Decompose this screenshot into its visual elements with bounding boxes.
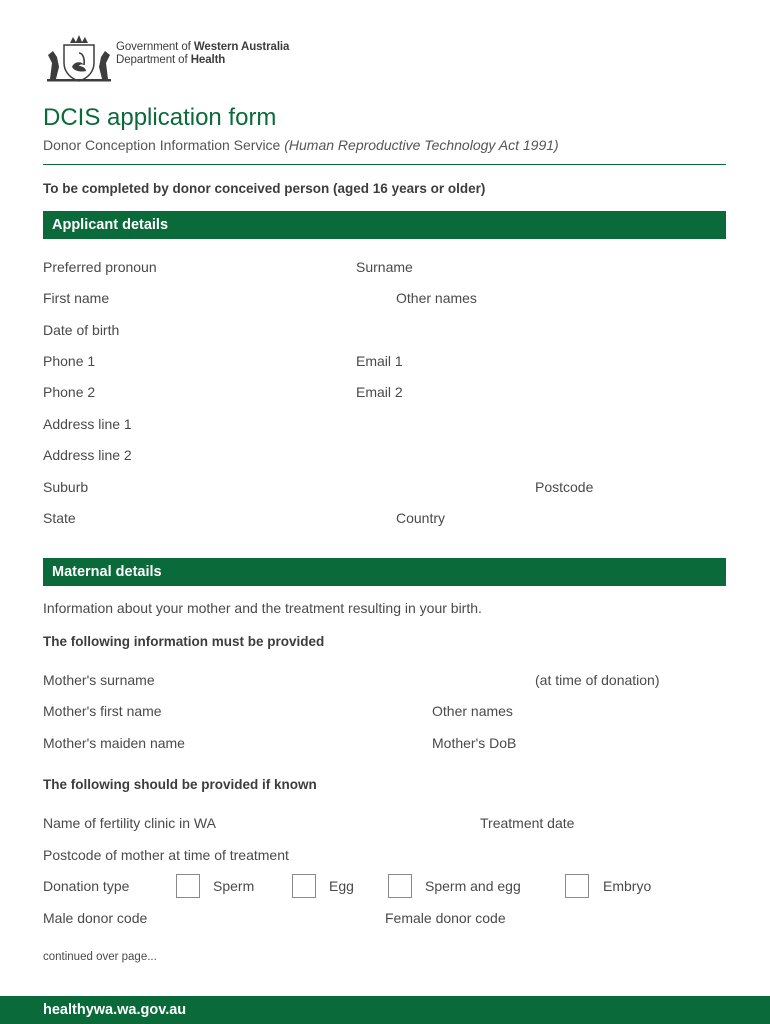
address-line2-field[interactable]: Address line 2 bbox=[43, 447, 132, 463]
sperm-and-egg-checkbox[interactable] bbox=[388, 874, 412, 898]
email1-field[interactable]: Email 1 bbox=[356, 353, 403, 369]
subtitle-italic: (Human Reproductive Technology Act 1991) bbox=[284, 137, 559, 153]
female-donor-code-field[interactable]: Female donor code bbox=[385, 910, 506, 926]
applicant-heading: Applicant details bbox=[52, 217, 169, 233]
gov-bold: Western Australia bbox=[193, 41, 290, 53]
date-of-birth-field[interactable]: Date of birth bbox=[43, 322, 120, 338]
mother-surname-field[interactable]: Mother's surname bbox=[43, 672, 155, 688]
email2-field[interactable]: Email 2 bbox=[356, 384, 403, 400]
phone1-field[interactable]: Phone 1 bbox=[43, 353, 96, 369]
at-time-of-donation-note: (at time of donation) bbox=[535, 672, 660, 688]
suburb-field[interactable]: Suburb bbox=[43, 479, 89, 495]
maternal-section-header bbox=[43, 558, 726, 586]
donation-type-label: Donation type bbox=[43, 878, 130, 894]
state-field[interactable]: State bbox=[43, 510, 76, 526]
first-name-field[interactable]: First name bbox=[43, 290, 110, 306]
mother-first-name-field[interactable]: Mother's first name bbox=[43, 703, 162, 719]
fertility-clinic-field[interactable]: Name of fertility clinic in WA bbox=[43, 815, 216, 831]
male-donor-code-field[interactable]: Male donor code bbox=[43, 910, 148, 926]
country-field[interactable]: Country bbox=[396, 510, 446, 526]
egg-option-label: Egg bbox=[329, 878, 354, 894]
gov-prefix: Government of bbox=[116, 41, 191, 53]
embryo-checkbox[interactable] bbox=[565, 874, 589, 898]
egg-checkbox[interactable] bbox=[292, 874, 316, 898]
preferred-pronoun-field[interactable]: Preferred pronoun bbox=[43, 259, 157, 275]
footer-bar bbox=[0, 996, 770, 1024]
surname-field[interactable]: Surname bbox=[356, 259, 413, 275]
sperm-checkbox[interactable] bbox=[176, 874, 200, 898]
mother-other-names-field[interactable]: Other names bbox=[432, 703, 513, 719]
mother-dob-field[interactable]: Mother's DoB bbox=[432, 735, 517, 751]
maternal-intro: Information about your mother and the treatment resulting in your birth. bbox=[43, 600, 482, 616]
wa-government-crest-logo bbox=[44, 33, 114, 83]
if-known-heading: The following should be provided if known bbox=[43, 777, 317, 792]
phone2-field[interactable]: Phone 2 bbox=[43, 384, 96, 400]
dept-bold: Health bbox=[190, 54, 226, 66]
continued-note: continued over page... bbox=[43, 951, 157, 963]
postcode-field[interactable]: Postcode bbox=[535, 479, 594, 495]
mother-postcode-field[interactable]: Postcode of mother at time of treatment bbox=[43, 847, 289, 863]
footer-url-link[interactable]: healthywa.wa.gov.au bbox=[43, 1002, 187, 1018]
sperm-option-label: Sperm bbox=[213, 878, 255, 894]
subtitle bbox=[43, 137, 559, 153]
department-line bbox=[116, 54, 225, 66]
government-line bbox=[116, 41, 289, 53]
must-provide-heading: The following information must be provided bbox=[43, 634, 325, 649]
completion-note: To be completed by donor conceived person (aged 16 years or older) bbox=[43, 181, 486, 196]
dept-prefix: Department of bbox=[116, 54, 188, 66]
page-title: DCIS application form bbox=[43, 104, 277, 131]
title-divider bbox=[43, 164, 726, 165]
address-line1-field[interactable]: Address line 1 bbox=[43, 416, 132, 432]
other-names-field[interactable]: Other names bbox=[396, 290, 477, 306]
treatment-date-field[interactable]: Treatment date bbox=[480, 815, 575, 831]
sperm-and-egg-option-label: Sperm and egg bbox=[425, 878, 521, 894]
maternal-heading: Maternal details bbox=[52, 564, 162, 580]
mother-maiden-name-field[interactable]: Mother's maiden name bbox=[43, 735, 185, 751]
applicant-section-header bbox=[43, 211, 726, 239]
embryo-option-label: Embryo bbox=[603, 878, 652, 894]
subtitle-plain: Donor Conception Information Service bbox=[43, 137, 281, 153]
